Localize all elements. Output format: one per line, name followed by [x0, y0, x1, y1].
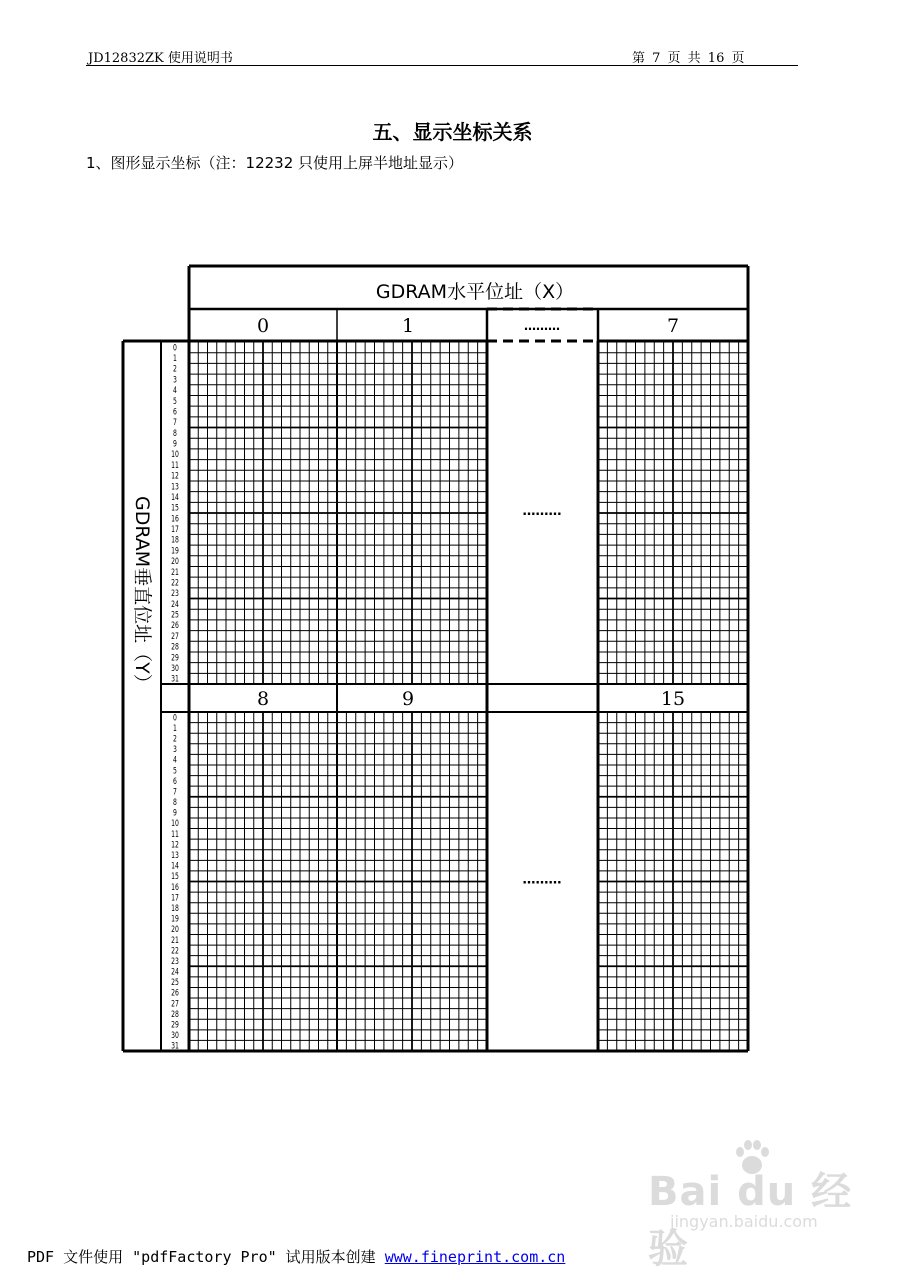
horizontal-axis-title: GDRAM水平位址（X）	[375, 281, 575, 303]
row-number-label: 0	[173, 712, 177, 723]
row-number-label: 18	[171, 534, 179, 545]
row-number-label: 14	[171, 492, 179, 503]
row-number-label: 25	[171, 977, 179, 988]
section-title: 五、显示坐标关系	[372, 120, 533, 144]
row-number-label: 26	[171, 988, 179, 998]
row-number-label: 15	[171, 871, 179, 882]
top-block-label: ………	[524, 319, 560, 333]
row-number-label: 28	[171, 641, 179, 652]
top-block-label: 0	[256, 315, 270, 337]
row-number-label: 31	[171, 1040, 179, 1051]
top-block-label: 7	[666, 315, 680, 337]
row-number-label: 20	[171, 556, 179, 567]
row-number-label: 4	[173, 385, 177, 396]
row-number-label: 19	[171, 545, 179, 556]
row-number-label: 8	[173, 797, 177, 808]
row-number-label: 1	[173, 353, 177, 364]
row-number-label: 17	[171, 524, 179, 535]
header-page-info: 第 7 页 共 16 页	[632, 51, 745, 66]
row-number-label: 16	[171, 882, 179, 893]
row-number-label: 19	[171, 913, 179, 924]
row-number-label: 1	[173, 723, 177, 734]
footer-prefix: PDF 文件使用 "pdfFactory Pro" 试用版本创建	[27, 1248, 385, 1266]
row-number-label: 2	[173, 733, 177, 744]
row-number-label: 23	[171, 588, 179, 599]
row-number-label: 17	[171, 892, 179, 903]
row-number-label: 26	[171, 620, 179, 631]
row-number-label: 3	[173, 744, 177, 755]
row-number-label: 5	[173, 765, 177, 776]
row-number-label: 5	[173, 396, 177, 406]
row-number-label: 20	[171, 924, 179, 935]
footer-link[interactable]: www.fineprint.com.cn	[384, 1248, 566, 1266]
row-number-label: 13	[171, 481, 179, 492]
row-number-label: 12	[171, 470, 179, 481]
row-number-label: 12	[171, 839, 179, 850]
watermark-brand: Bai du 经验	[648, 1169, 853, 1272]
row-number-label: 0	[173, 342, 177, 353]
row-number-label: 2	[173, 363, 177, 374]
text-layer	[131, 281, 685, 1051]
row-number-label: 3	[173, 374, 177, 385]
row-number-label: 11	[171, 460, 179, 471]
header-doc-name: JD12832ZK 使用说明书	[88, 51, 233, 66]
row-number-label: 10	[171, 449, 179, 460]
row-number-label: 18	[171, 903, 179, 914]
row-number-label: 30	[171, 663, 179, 674]
row-number-label: 13	[171, 850, 179, 861]
row-number-label: 22	[171, 945, 179, 956]
row-number-label: 7	[173, 786, 177, 797]
row-number-label: 27	[171, 998, 179, 1009]
row-number-label: 11	[171, 829, 179, 840]
bottom-block-label: 9	[401, 688, 415, 710]
row-number-label: 21	[171, 567, 179, 577]
row-number-label: 23	[171, 956, 179, 967]
middle-column-ellipsis: ………	[522, 504, 562, 519]
row-number-label: 22	[171, 577, 179, 588]
subtitle: 1、图形显示坐标（注：12232 只使用上屏半地址显示）	[86, 154, 464, 172]
row-number-label: 6	[173, 776, 177, 787]
row-number-label: 27	[171, 631, 179, 642]
middle-column-ellipsis: ………	[522, 872, 562, 888]
row-number-label: 4	[173, 754, 177, 765]
row-number-label: 9	[173, 807, 177, 818]
row-number-label: 31	[171, 673, 179, 684]
row-number-label: 14	[171, 860, 179, 871]
row-number-label: 30	[171, 1030, 179, 1041]
row-number-label: 29	[171, 652, 179, 663]
row-number-label: 24	[171, 599, 179, 610]
row-number-label: 7	[173, 417, 177, 428]
row-number-label: 28	[171, 1009, 179, 1020]
row-number-label: 8	[173, 428, 177, 439]
bottom-block-label: 15	[660, 688, 686, 710]
row-number-label: 29	[171, 1019, 179, 1030]
row-number-label: 25	[171, 609, 179, 620]
bottom-block-label: 8	[256, 688, 270, 710]
footer	[27, 1246, 565, 1267]
row-number-label: 10	[171, 818, 179, 829]
top-block-label: 1	[401, 315, 415, 337]
row-number-label: 9	[173, 438, 177, 449]
row-number-label: 24	[171, 966, 179, 977]
baidu-watermark	[640, 1140, 860, 1272]
row-number-label: 16	[171, 513, 179, 524]
row-number-label: 15	[171, 502, 179, 513]
watermark-url: jingyan.baidu.com	[670, 1212, 818, 1231]
vertical-axis-title: GDRAM垂直位址（Y）	[131, 496, 153, 693]
row-number-label: 21	[171, 935, 179, 945]
row-number-label: 6	[173, 406, 177, 417]
